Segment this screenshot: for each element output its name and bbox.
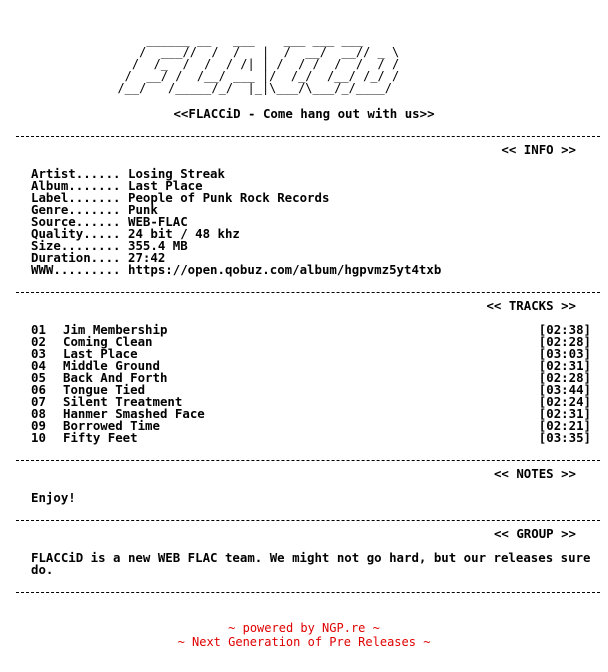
info-label: Quality..... [31, 226, 121, 241]
info-value: People of Punk Rock Records [128, 190, 330, 205]
track-duration: [02:28] [538, 370, 591, 385]
track-duration: [03:03] [538, 346, 591, 361]
track-title: Fifty Feet [63, 430, 138, 445]
info-value: 355.4 MB [128, 238, 188, 253]
track-title: Silent Treatment [63, 394, 183, 409]
track-duration: [03:44] [538, 382, 591, 397]
track-title: Middle Ground [63, 358, 160, 373]
track-title: Coming Clean [63, 334, 153, 349]
track-duration: [02:31] [538, 358, 591, 373]
track-number: 01 [31, 322, 46, 337]
track-title: Back And Forth [63, 370, 168, 385]
track-duration: [02:31] [538, 406, 591, 421]
tracks-section-header: << TRACKS >> [486, 298, 576, 313]
info-label: Label....... [31, 190, 121, 205]
notes-section-header: << NOTES >> [493, 466, 576, 481]
track-title: Borrowed Time [63, 418, 160, 433]
info-value: 24 bit / 48 khz [128, 226, 240, 241]
track-number: 06 [31, 382, 46, 397]
info-value: WEB-FLAC [128, 214, 188, 229]
divider [16, 136, 600, 138]
track-title: Last Place [63, 346, 138, 361]
track-row [31, 432, 591, 444]
info-section-header: << INFO >> [501, 142, 576, 157]
info-label: Source...... [31, 214, 121, 229]
info-row [31, 264, 441, 276]
tagline: <<FLACCiD - Come hang out with us>> [173, 106, 435, 121]
info-label: Genre....... [31, 202, 121, 217]
track-duration: [02:21] [538, 418, 591, 433]
info-value: Losing Streak [128, 166, 225, 181]
track-duration: [03:35] [538, 430, 591, 445]
info-label: WWW......... [31, 262, 121, 277]
track-duration: [02:38] [538, 322, 591, 337]
track-number: 03 [31, 346, 46, 361]
track-title: Hanmer Smashed Face [63, 406, 205, 421]
track-number: 08 [31, 406, 46, 421]
divider [16, 460, 600, 462]
info-value: Last Place [128, 178, 203, 193]
info-label: Artist...... [31, 166, 121, 181]
track-number: 05 [31, 370, 46, 385]
info-label: Size........ [31, 238, 121, 253]
track-title: Tongue Tied [63, 382, 146, 397]
info-label: Album....... [31, 178, 121, 193]
divider [16, 592, 600, 594]
flaccid-ascii-logo: ______ __ ___ ___ ___ ___ / ___// / / | / __/ __// _ \ / /_ / / / /| | / / / / / / / / __/ / /__/ ___ |/ /_/ /__/ /_/ / /__/ /_____/_/ |_|\___/\___/_/____/ [117, 33, 400, 95]
track-title: Jim Membership [63, 322, 168, 337]
info-value: 27:42 [128, 250, 166, 265]
info-label: Duration.... [31, 250, 121, 265]
track-number: 04 [31, 358, 46, 373]
notes-text: Enjoy! [31, 490, 76, 505]
divider [16, 292, 600, 294]
track-duration: [02:24] [538, 394, 591, 409]
track-number: 07 [31, 394, 46, 409]
group-description: FLACCiD is a new WEB FLAC team. We might not go hard, but our releases sure do. [31, 550, 591, 577]
footer-powered-by: ~ powered by NGP.re ~ [228, 621, 380, 635]
group-section-header: << GROUP >> [493, 526, 576, 541]
track-number: 02 [31, 334, 46, 349]
track-duration: [02:28] [538, 334, 591, 349]
info-value: https://open.qobuz.com/album/hgpvmz5yt4txb [128, 262, 442, 277]
footer-tagline: ~ Next Generation of Pre Releases ~ [177, 635, 431, 649]
track-number: 09 [31, 418, 46, 433]
info-value: Punk [128, 202, 158, 217]
track-number: 10 [31, 430, 46, 445]
divider [16, 520, 600, 522]
